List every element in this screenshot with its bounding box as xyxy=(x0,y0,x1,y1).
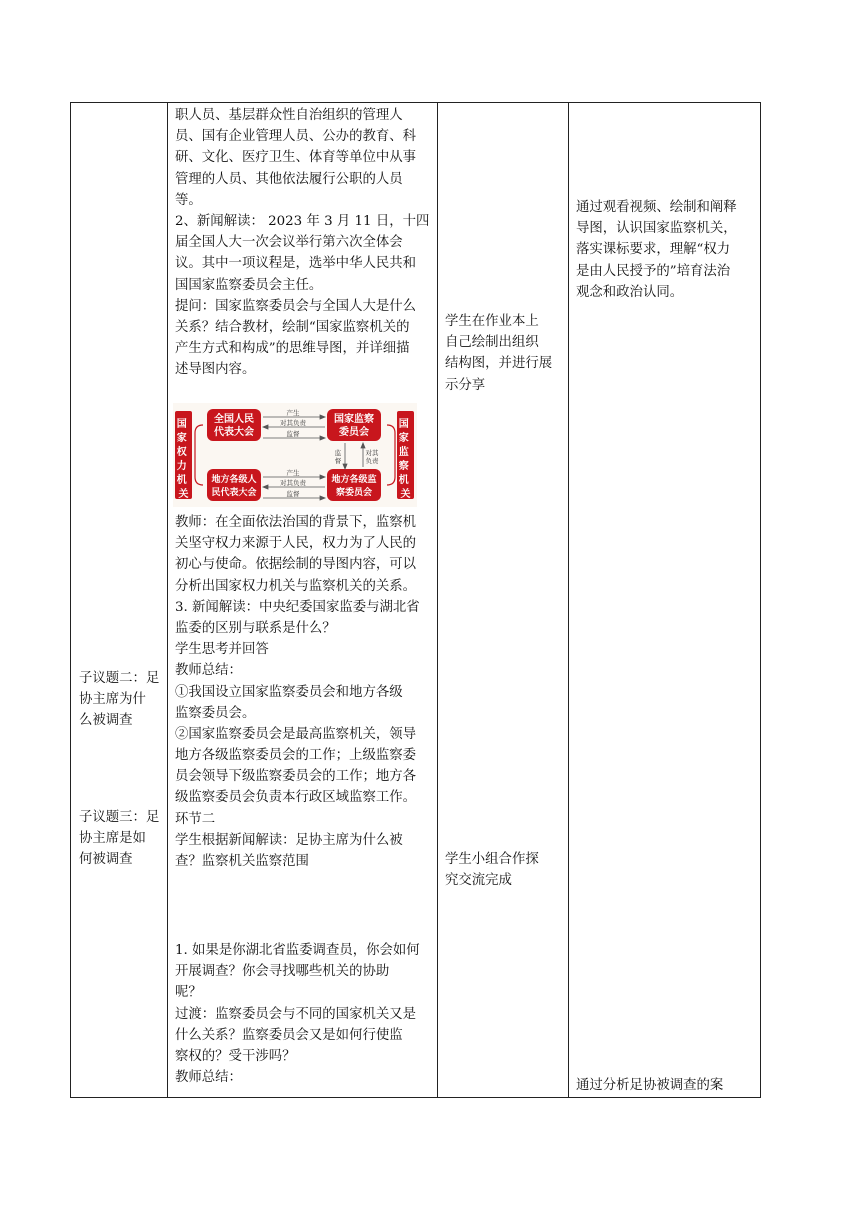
subtopic-line: 么被调查 xyxy=(79,713,133,729)
text-line: 议。其中一项议程是，选举中华人民共和 xyxy=(175,256,417,272)
text-line: 通过观看视频、绘制和阐释 xyxy=(576,200,737,215)
subtopic-line: 协主席是如 xyxy=(79,831,146,847)
npc-box-line1: 全国人民 xyxy=(214,414,254,425)
text-line: 研、文化、医疗卫生、体育等单位中从事 xyxy=(175,150,417,166)
glyph: 监 xyxy=(398,447,409,458)
glyph: 国 xyxy=(398,419,409,430)
design-intent-2 xyxy=(576,1075,723,1096)
glyph: 家 xyxy=(176,433,187,444)
nsc-box-line1: 国家监察 xyxy=(334,414,374,425)
glyph: 家 xyxy=(398,433,409,444)
text-line: 等。 xyxy=(175,192,202,208)
column-divider xyxy=(437,103,438,1097)
text-line: 学生思考并回答 xyxy=(175,642,269,658)
text-line: 过渡：监察委员会与不同的国家机关又是 xyxy=(175,1006,417,1022)
subtopic-line: 子议题三：足 xyxy=(79,810,160,825)
column-divider xyxy=(568,103,569,1097)
supervision-mind-map xyxy=(173,403,417,507)
text-line: 初心与使命。依据绘制的导图内容，可以 xyxy=(175,557,417,573)
lesson-table xyxy=(70,102,761,1098)
text-line: 结构图，并进行展 xyxy=(445,356,553,372)
text-line: 关系？结合教材，绘制“国家监察机关的 xyxy=(175,319,410,335)
produce-label: 产生 xyxy=(286,469,300,477)
glyph: 机 xyxy=(176,475,187,486)
student-activity-1 xyxy=(445,311,552,396)
text-line: 述导图内容。 xyxy=(175,362,256,378)
produce-label: 产生 xyxy=(286,409,300,417)
text-line: 查？监察机关监察范围 xyxy=(175,854,309,869)
text-line: 学生在作业本上 xyxy=(445,314,539,329)
glyph: 国 xyxy=(176,419,187,430)
vertical-supervise-label: 督 xyxy=(334,457,342,465)
npc-box-line2: 代表大会 xyxy=(214,427,254,438)
subtopic-3 xyxy=(79,807,159,871)
text-line: 开展调查？你会寻找哪些机关的协助 xyxy=(175,964,390,980)
text-line: 是由人民授予的”培育法治 xyxy=(576,263,731,279)
text-line: 观念和政治认同。 xyxy=(576,284,684,300)
text-line: ①我国设立国家监察委员会和地方各级 xyxy=(175,684,403,700)
vertical-responsible-label: 对其 xyxy=(365,449,379,457)
text-line: ②国家监察委员会是最高监察机关，领导 xyxy=(175,726,417,742)
design-intent-1 xyxy=(576,197,737,303)
text-line: 国国家监察委员会主任。 xyxy=(175,277,323,293)
subtopic-2 xyxy=(79,668,159,732)
nsc-box-line2: 委员会 xyxy=(339,427,369,438)
text-line: 监察委员会。 xyxy=(175,705,256,721)
vertical-responsible-label: 负责 xyxy=(365,457,379,465)
process-block-top xyxy=(175,105,429,380)
process-block-bottom xyxy=(175,940,420,1088)
text-line: 呢？ xyxy=(175,985,202,1001)
text-line: 员、国有企业管理人员、公办的教育、科 xyxy=(175,129,417,145)
subtopic-line: 协主席为什 xyxy=(79,692,146,708)
process-block-mid xyxy=(175,512,420,872)
text-line: 1. 如果是你湖北省监委调查员，你会如何 xyxy=(175,943,420,958)
glyph: 力 xyxy=(176,461,187,472)
text-line: 环节二 xyxy=(175,811,216,827)
text-line: 学生根据新闻解读：足协主席为什么被 xyxy=(175,832,403,848)
text-line: 2、新闻解读： 2023 年 3 月 11 日，十四 xyxy=(175,213,430,229)
text-line: 学生小组合作探 xyxy=(445,852,539,867)
text-line: 什么关系？监察委员会又是如何行使监 xyxy=(175,1027,403,1043)
subtopic-line: 何被调查 xyxy=(79,852,133,868)
local-sc-line2: 察委员会 xyxy=(335,488,373,498)
text-line: 监委的区别与联系是什么？ xyxy=(175,620,336,636)
responsible-label: 对其负责 xyxy=(280,419,306,427)
text-line: 届全国人大一次会议举行第六次全体会 xyxy=(175,235,403,251)
student-activity-2 xyxy=(445,849,539,891)
text-line: 职人员、基层群众性自治组织的管理人 xyxy=(175,108,403,123)
column-divider xyxy=(167,103,168,1097)
text-line: 通过分析足协被调查的案 xyxy=(576,1078,724,1093)
local-sc-line1: 地方各级监 xyxy=(331,475,377,485)
supervise-label: 监督 xyxy=(286,430,300,438)
text-line: 产生方式和构成”的思维导图，并详细描 xyxy=(175,341,410,357)
text-line: 教师总结： xyxy=(175,1070,242,1086)
glyph: 关 xyxy=(178,489,189,500)
subtopic-line: 子议题二：足 xyxy=(79,671,160,686)
text-line: 察权的？受干涉吗？ xyxy=(175,1048,296,1064)
text-line: 导图，认识国家监察机关， xyxy=(576,221,737,237)
text-line: 落实课标要求，理解“权力 xyxy=(576,242,731,258)
text-line: 管理的人员、其他依法履行公职的人员 xyxy=(175,171,403,187)
text-line: 员会领导下级监察委员会的工作；地方各 xyxy=(175,769,417,785)
text-line: 提问：国家监察委员会与全国人大是什么 xyxy=(175,298,417,314)
text-line: 地方各级监察委员会的工作；上级监察委 xyxy=(175,748,417,764)
responsible-label: 对其负责 xyxy=(280,479,306,487)
supervise-label: 监督 xyxy=(286,490,300,498)
vertical-supervise-label: 监 xyxy=(334,449,342,457)
local-pc-line1: 地方各级人 xyxy=(211,475,257,485)
text-line: 教师总结： xyxy=(175,663,242,679)
text-line: 示分享 xyxy=(445,377,486,393)
glyph: 权 xyxy=(176,447,187,458)
text-line: 究交流完成 xyxy=(445,873,512,889)
glyph: 关 xyxy=(400,489,411,500)
text-line: 自己绘制出组织 xyxy=(445,335,539,351)
text-line: 3. 新闻解读：中央纪委国家监委与湖北省 xyxy=(175,599,420,615)
glyph: 察 xyxy=(398,461,409,472)
text-line: 教师：在全面依法治国的背景下，监察机 xyxy=(175,515,417,530)
glyph: 机 xyxy=(398,475,409,486)
text-line: 分析出国家权力机关与监察机关的关系。 xyxy=(175,578,417,594)
text-line: 关坚守权力来源于人民，权力为了人民的 xyxy=(175,536,417,552)
local-pc-line2: 民代表大会 xyxy=(211,488,257,498)
text-line: 级监察委员会负责本行政区域监察工作。 xyxy=(175,790,417,806)
